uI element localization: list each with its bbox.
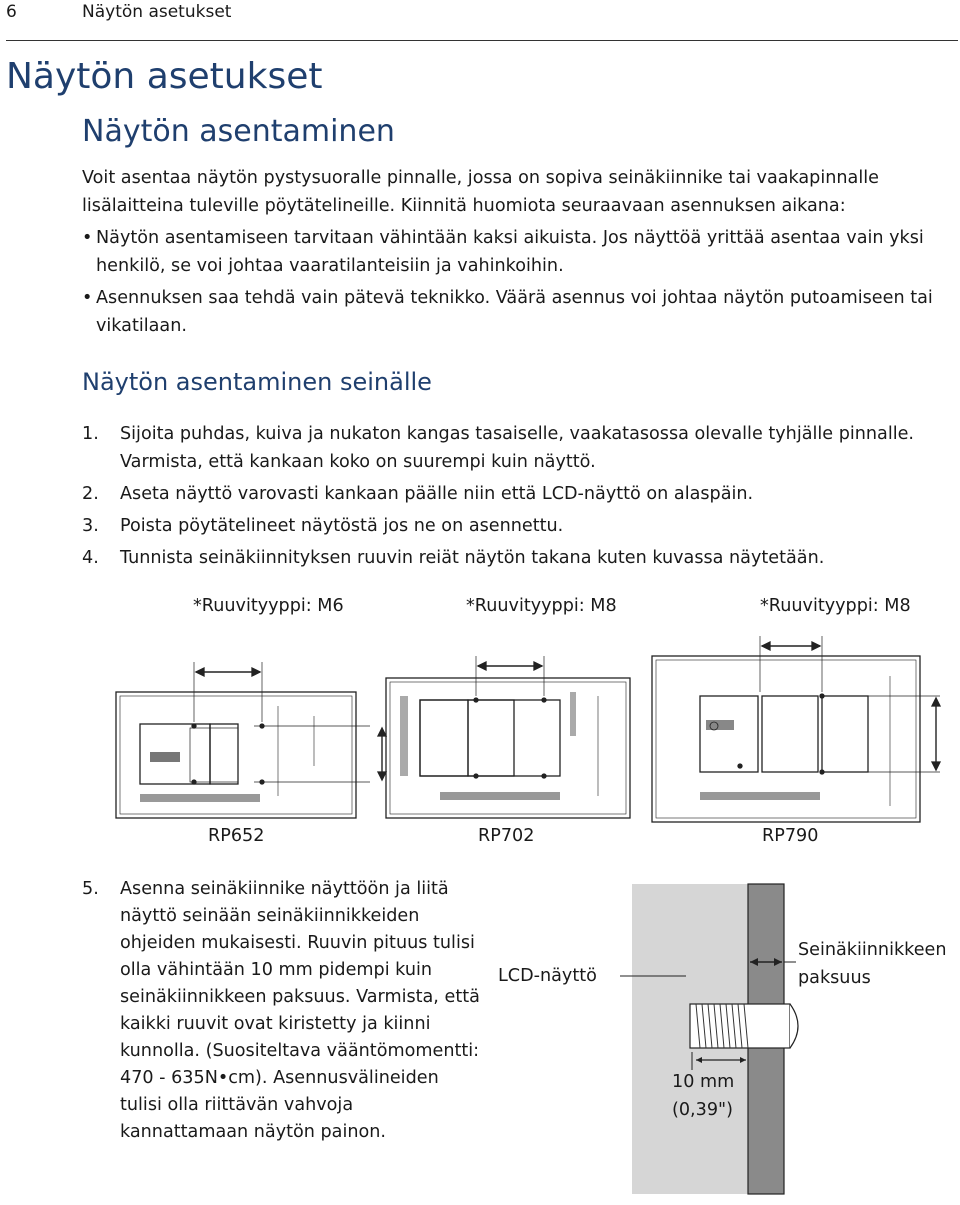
rear-panels-drawing (100, 596, 960, 826)
precaution-item: • Näytön asentamiseen tarvitaan vähintään kaksi aikuista. Jos näyttöä yrittää asentaa vain yksi henkilö, se voi johtaa vaaratilanteisiin ja vahinkoihin. (82, 224, 952, 280)
bracket-thickness-label: paksuus (798, 968, 871, 988)
model-name-label: RP702 (478, 826, 535, 846)
section-heading: Näytön asentaminen (82, 114, 395, 149)
rp652-rear-panel (116, 662, 386, 818)
steps-list (82, 420, 952, 576)
page-title: Näytön asetukset (6, 56, 323, 97)
rp702-rear-panel (386, 656, 630, 818)
wall-cross-section-figure (490, 880, 960, 1200)
step-item: 4. Tunnista seinäkiinnityksen ruuvin reiät näytön takana kuten kuvassa näytetään. (82, 548, 825, 568)
step-item: 3. Poista pöytätelineet näytöstä jos ne on asennettu. (82, 516, 564, 536)
wall-section-heading: Näytön asentaminen seinälle (82, 368, 432, 396)
lcd-label: LCD-näyttö (498, 966, 597, 986)
bracket-thickness-label: Seinäkiinnikkeen (798, 940, 947, 960)
mounting-hole-figure (100, 596, 960, 860)
precaution-list (82, 224, 952, 344)
precaution-item: • Asennuksen saa tehdä vain pätevä teknikko. Väärä asennus voi johtaa näytön putoamiseen tai vikatilaan. (82, 284, 952, 340)
screw-length-label: (0,39") (672, 1100, 733, 1120)
page-number: 6 (6, 2, 17, 22)
screw-type-label: *Ruuvityyppi: M8 (466, 596, 617, 616)
page-header (0, 0, 960, 44)
step-item: 5. Asenna seinäkiinnike näyttöön ja liitä näyttö seinään seinäkiinnikkeiden ohjeiden mukaisesti. Ruuvin pituus tulisi olla vähintään 10 mm pidempi kuin seinäkiinnikkeen paksuus. Varmista, että kaikki ruuvit ovat kiristetty ja kiinni kunnolla. (Suositeltava vääntömomentti: 470 - 635N•cm). Asennusvälineiden tulisi olla riittävän vahvoja kannattamaan näytön painon. (82, 879, 480, 1142)
screw-length-label: 10 mm (672, 1072, 735, 1092)
screw-type-label: *Ruuvityyppi: M6 (193, 596, 344, 616)
step-item: 2. Aseta näyttö varovasti kankaan päälle niin että LCD-näyttö on alaspäin. (82, 484, 754, 504)
wall-cross-section-drawing (490, 880, 960, 1200)
header-rule (6, 40, 958, 41)
running-title: Näytön asetukset (82, 2, 232, 22)
step-five (82, 876, 482, 1146)
model-name-label: RP790 (762, 826, 819, 846)
screw-type-label: *Ruuvityyppi: M8 (760, 596, 911, 616)
rp790-rear-panel (652, 636, 940, 822)
screw-icon (690, 1004, 798, 1048)
step-item: 1. Sijoita puhdas, kuiva ja nukaton kangas tasaiselle, vaakatasossa olevalle tyhjälle pinnalle. Varmista, että kankaan koko on suurempi kuin näyttö. (82, 424, 915, 472)
model-name-label: RP652 (208, 826, 265, 846)
intro-paragraph: Voit asentaa näytön pystysuoralle pinnalle, jossa on sopiva seinäkiinnike tai vaakapinnalle lisälaitteina tuleville pöytätelineille. Kiinnitä huomiota seuraavaan asennuksen aikana: (82, 168, 879, 216)
